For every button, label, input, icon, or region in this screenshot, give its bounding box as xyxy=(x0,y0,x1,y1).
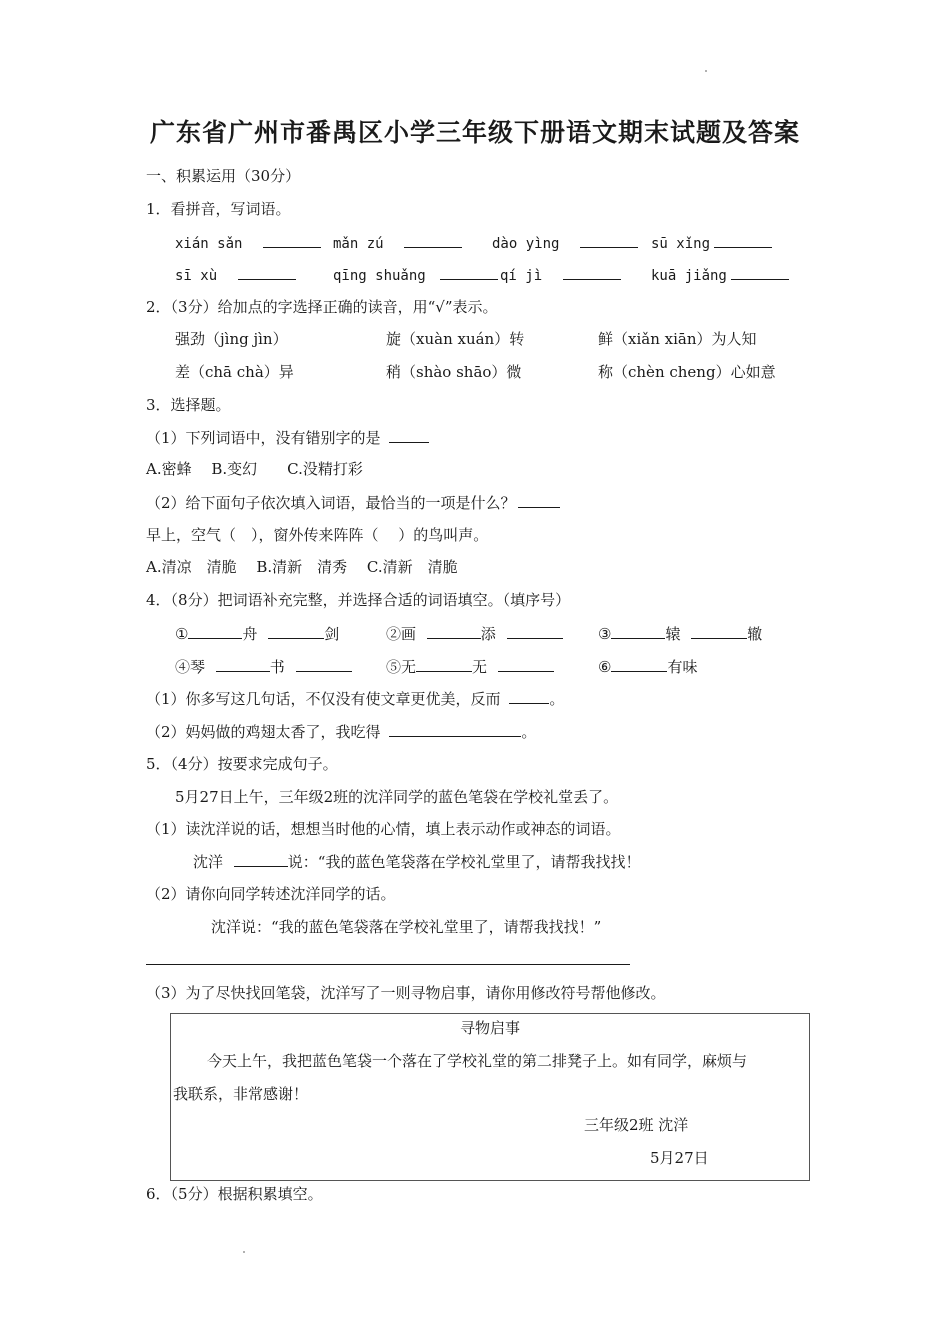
idiom-item: ②画 添 xyxy=(386,623,563,644)
answer-blank[interactable] xyxy=(238,264,296,280)
question-3-1-options: A.密蜂 B.变幻 C.没精打彩 xyxy=(146,460,363,478)
answer-blank[interactable] xyxy=(389,721,521,737)
scan-speck xyxy=(243,1251,245,1253)
answer-blank[interactable] xyxy=(268,623,324,639)
question-5-label: 5．（4分）按要求完成句子。 xyxy=(146,755,338,773)
answer-blank[interactable] xyxy=(389,427,429,443)
notice-body-line: 今天上午，我把蓝色笔袋一个落在了学校礼堂的第二排凳子上。如有同学，麻烦与 xyxy=(207,1052,748,1070)
answer-blank[interactable] xyxy=(427,623,481,639)
scan-speck xyxy=(705,70,707,72)
pinyin-item: dào yìng xyxy=(492,232,638,254)
question-5-3: （3）为了尽快找回笔袋，沈洋写了一则寻物启事，请你用修改符号帮他修改。 xyxy=(146,984,666,1002)
question-2-label: 2．（3分）给加点的字选择正确的读音，用“√”表示。 xyxy=(146,298,498,316)
question-1-label: 1．看拼音，写词语。 xyxy=(146,200,291,218)
question-3-2-sentence: 早上，空气（ ），窗外传来阵阵（ ）的鸟叫声。 xyxy=(146,526,489,544)
answer-blank[interactable] xyxy=(580,232,638,248)
notice-date: 5月27日 xyxy=(650,1149,709,1167)
pinyin-item: qīng shuǎng xyxy=(333,264,498,286)
answer-blank[interactable] xyxy=(404,232,462,248)
lost-item-notice-box xyxy=(170,1013,810,1181)
idiom-item: ① 舟 剑 xyxy=(175,625,340,643)
answer-blank[interactable] xyxy=(714,232,772,248)
page-title: 广东省广州市番禺区小学三年级下册语文期末试题及答案 xyxy=(149,118,800,147)
answer-blank[interactable] xyxy=(188,623,242,639)
idiom-item: ⑤无 无 xyxy=(386,656,554,677)
pinyin-item: kuā jiǎng xyxy=(651,264,789,286)
answer-blank[interactable] xyxy=(263,232,321,248)
question-5-2-quote: 沈洋说：“我的蓝色笔袋落在学校礼堂里了，请帮我找找！” xyxy=(211,918,602,936)
question-3-2: （2）给下面句子依次填入词语，最恰当的一项是什么？ xyxy=(146,492,560,513)
answer-blank[interactable] xyxy=(440,264,498,280)
pinyin-item: xián sǎn xyxy=(175,232,321,254)
answer-blank[interactable] xyxy=(509,688,549,704)
notice-title: 寻物启事 xyxy=(459,1019,520,1037)
answer-blank[interactable] xyxy=(416,656,472,672)
notice-body-line: 我联系，非常感谢！ xyxy=(173,1085,309,1103)
answer-blank[interactable] xyxy=(691,623,747,639)
idiom-item: ⑥ 有味 xyxy=(598,658,698,676)
answer-blank[interactable] xyxy=(611,623,665,639)
reading-choice[interactable]: 鲜（xiǎn xiān）为人知 xyxy=(598,330,757,348)
answer-line[interactable] xyxy=(146,964,630,965)
answer-blank[interactable] xyxy=(507,623,563,639)
question-5-1: （1）读沈洋说的话，想想当时他的心情，填上表示动作或神态的词语。 xyxy=(146,820,621,838)
answer-blank[interactable] xyxy=(296,656,352,672)
pinyin-item: sū xǐng xyxy=(651,232,772,254)
reading-choice[interactable]: 称（chèn cheng）心如意 xyxy=(598,363,776,381)
pinyin-item: sī xù xyxy=(175,264,296,286)
answer-blank[interactable] xyxy=(611,656,667,672)
question-3-2-options: A.清凉 清脆 B.清新 清秀 C.清新 清脆 xyxy=(146,558,458,576)
question-5-2: （2）请你向同学转述沈洋同学的话。 xyxy=(146,885,396,903)
reading-choice[interactable]: 差（chā chà）异 xyxy=(175,363,294,381)
idiom-item: ④琴 书 xyxy=(175,656,352,677)
answer-blank[interactable] xyxy=(234,851,288,867)
question-3-1: （1）下列词语中，没有错别字的是 xyxy=(146,427,429,448)
answer-blank[interactable] xyxy=(731,264,789,280)
reading-choice[interactable]: 旋（xuàn xuán）转 xyxy=(386,330,525,348)
question-3-label: 3．选择题。 xyxy=(146,396,231,414)
pinyin-item: mǎn zú xyxy=(333,232,462,254)
question-4-label: 4．（8分）把词语补充完整，并选择合适的词语填空。（填序号） xyxy=(146,591,571,609)
reading-choice[interactable]: 强劲（jìng jìn） xyxy=(175,330,288,348)
answer-blank[interactable] xyxy=(216,656,270,672)
answer-blank[interactable] xyxy=(563,264,621,280)
notice-signature: 三年级2班 沈洋 xyxy=(584,1116,689,1134)
question-5-context: 5月27日上午，三年级2班的沈洋同学的蓝色笔袋在学校礼堂丢了。 xyxy=(175,788,619,806)
reading-choice[interactable]: 稍（shào shāo）微 xyxy=(386,363,522,381)
answer-blank[interactable] xyxy=(518,492,560,508)
answer-blank[interactable] xyxy=(498,656,554,672)
pinyin-item: qí jì xyxy=(500,264,621,286)
section-heading: 一、积累运用（30分） xyxy=(146,167,301,185)
idiom-item: ③ 辕 辙 xyxy=(598,625,763,643)
question-4-1: （1）你多写这几句话，不仅没有使文章更优美，反而 。 xyxy=(146,690,565,708)
question-6-label: 6．（5分）根据积累填空。 xyxy=(146,1185,323,1203)
question-4-2: （2）妈妈做的鸡翅太香了，我吃得 。 xyxy=(146,723,537,741)
question-5-1-fill: 沈洋 说：“我的蓝色笔袋落在学校礼堂里了，请帮我找找！ xyxy=(193,853,641,871)
